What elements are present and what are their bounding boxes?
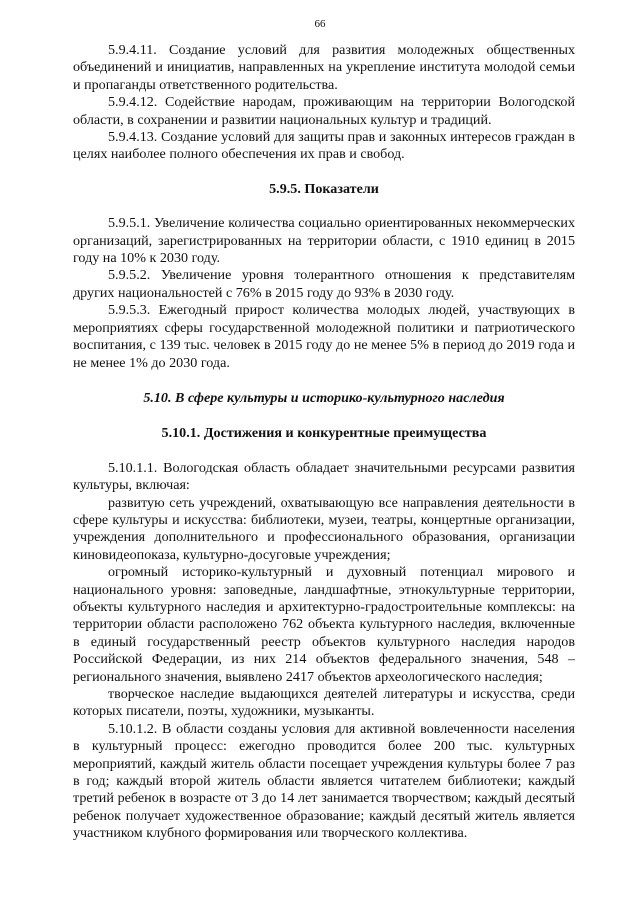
paragraph-heritage: огромный историко-культурный и духовный потенциал мирового и национального уровня: заповедные, ландшафтные, этнокультурные территории, объекты культурного наследия и архитектурно-градостроительные комплексы: на территории области расположено 762 объекта культурного наследия, включенные в единый государственный реестр объектов культурного наследия народов Российской Федерации, из них 214 объектов федерального значения, 548 – регионального значения, выявлено 2417 объектов археологического наследия;	[73, 564, 575, 685]
section-heading-5-10: 5.10. В сфере культуры и историко-культурного наследия	[143, 389, 505, 406]
section-heading-5-10-1: 5.10.1. Достижения и конкурентные преимущества	[161, 425, 487, 442]
paragraph-5-9-5-1: 5.9.5.1. Увеличение количества социально ориентированных некоммерческих организаций, зарегистрированных на территории области, с 1910 единиц в 2015 году на 10% к 2030 году.	[73, 215, 575, 267]
paragraph-5-9-5-2: 5.9.5.2. Увеличение уровня толерантного отношения к представителям других национальностей с 76% в 2015 году до 93% в 2030 году.	[73, 267, 575, 301]
paragraph-5-9-4-11: 5.9.4.11. Создание условий для развития молодежных общественных объединений и инициатив, направленных на укрепление института молодой семьи и пропаганды ответственного родительства.	[73, 42, 575, 93]
section-heading-5-9-5: 5.9.5. Показатели	[269, 180, 379, 197]
paragraph-5-10-1-1: 5.10.1.1. Вологодская область обладает значительными ресурсами развития культуры, включая:	[73, 459, 575, 494]
page-number: 66	[314, 18, 326, 30]
paragraph-5-9-4-12: 5.9.4.12. Содействие народам, проживающим на территории Вологодской области, в сохранении и развитии национальных культур и традиций.	[73, 94, 575, 128]
paragraph-creative-heritage: творческое наследие выдающихся деятелей литературы и искусства, среди которых писатели, поэты, художники, музыканты.	[73, 686, 575, 720]
paragraph-5-9-4-13: 5.9.4.13. Создание условий для защиты прав и законных интересов граждан в целях наиболее полного обеспечения их прав и свобод.	[73, 129, 575, 163]
document-body	[73, 42, 575, 843]
paragraph-network: развитую сеть учреждений, охватывающую все направления деятельности в сфере культуры и искусства: библиотеки, музеи, театры, концертные организации, учреждения дополнительного и профессионального образования, организации киновидеопоказа, культурно-досуговые учреждения;	[73, 494, 575, 563]
paragraph-5-10-1-2: 5.10.1.2. В области созданы условия для активной вовлеченности населения в культурный процесс: ежегодно проводится более 200 тыс. культурных мероприятий, каждый житель области посещает учреждения культуры более 7 раз в год; каждый второй житель области является читателем библиотеки; каждый третий ребенок в возрасте от 3 до 14 лет занимается творчеством; каждый десятый ребенок получает художественное образование; каждый десятый житель является участником клубного формирования или творческого коллектива.	[73, 720, 575, 842]
paragraph-5-9-5-3: 5.9.5.3. Ежегодный прирост количества молодых людей, участвующих в мероприятиях сферы государственной молодежной политики и патриотического воспитания, с 139 тыс. человек в 2015 году до не менее 5% в период до 2019 года и не менее 1% до 2030 года.	[73, 302, 575, 371]
